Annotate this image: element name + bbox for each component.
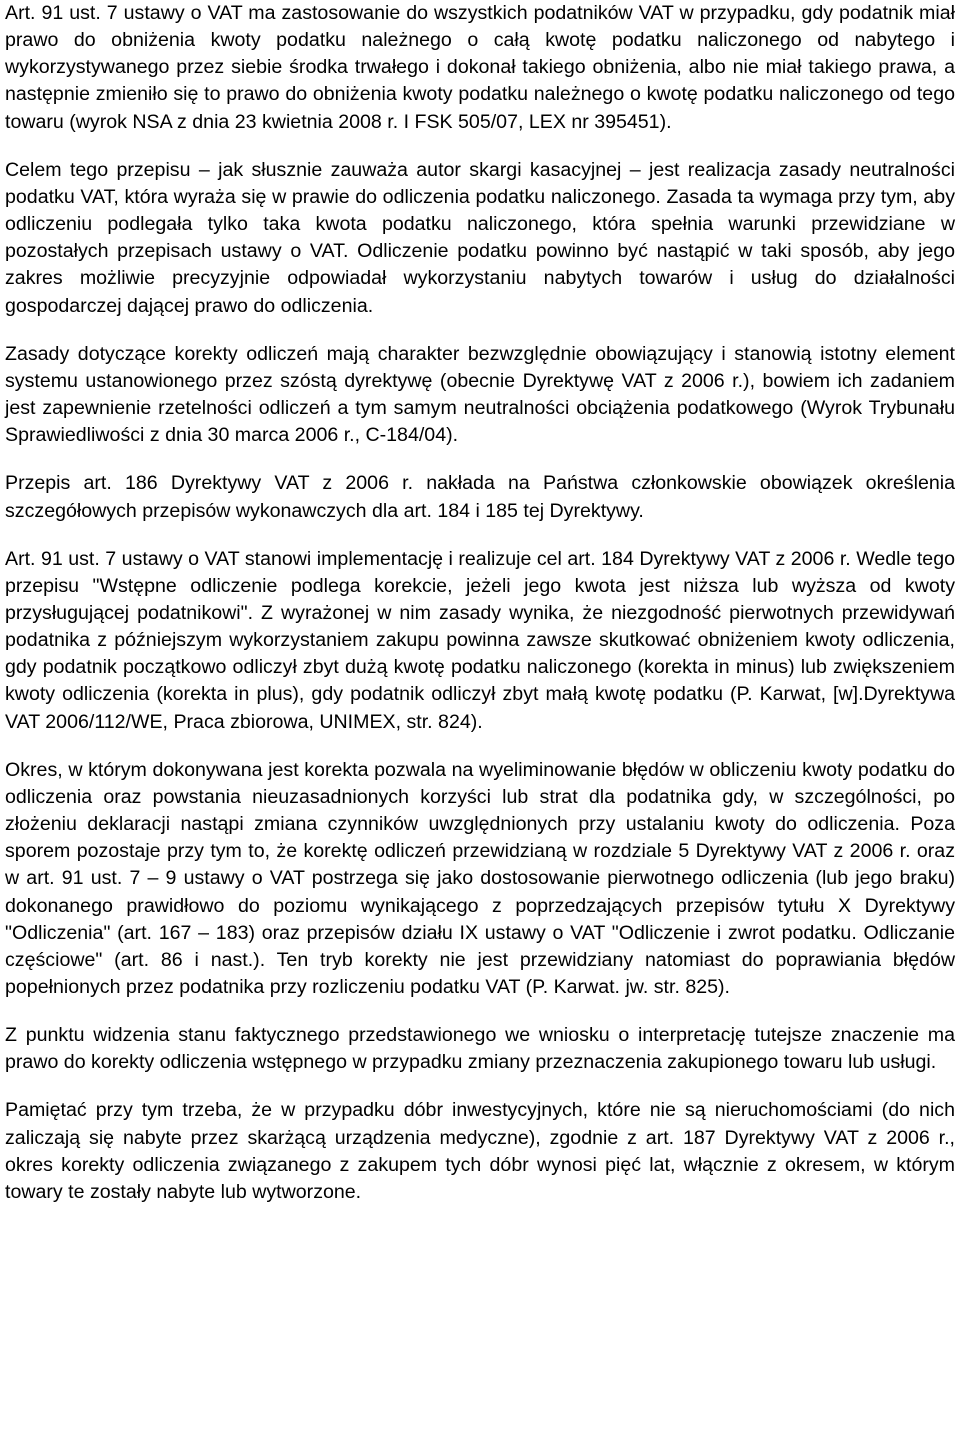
paragraph-factual-state: Z punktu widzenia stanu faktycznego przedstawionego we wniosku o interpretację tutejsze znaczenie ma prawo do korekty odliczenia wstępnego w przypadku zmiany przeznaczenia zakupionego towaru lub usługi.: [5, 1024, 955, 1074]
paragraph-investment-goods: Pamiętać przy tym trzeba, że w przypadku dóbr inwestycyjnych, które nie są nieruchomościami (do nich zaliczają się nabyte przez skarżącą urządzenia medyczne), zgodnie z art. 187 Dyrektywy VAT z 2006 r., okres korekty odliczenia związanego z zakupem tych dóbr wynosi pięć lat, włącznie z okresem, w którym towary te zostały nabyte lub wytworzone.: [5, 1099, 955, 1203]
paragraph-art-91-implementation: Art. 91 ust. 7 ustawy o VAT stanowi implementację i realizuje cel art. 184 Dyrektywy VAT z 2006 r. Wedle tego przepisu "Wstępne odliczenie podlega korekcie, jeżeli jego kwota jest niższa lub wyższa od kwoty przysługującej podatnikowi". Z wyrażonej w nim zasady wynika, że niezgodność pierwotnych przewidywań podatnika z późniejszym wykorzystaniem zakupu powinna zawsze skutkować obniżeniem kwoty odliczenia, gdy podatnik początkowo odliczył zbyt dużą kwotę podatku naliczonego (korekta in minus) lub zwiększeniem kwoty odliczenia (korekta in plus), gdy podatnik odliczył zbyt małą kwotę podatku (P. Karwat, [w].Dyrektywa VAT 2006/112/WE, Praca zbiorowa, UNIMEX, str. 824).: [5, 547, 955, 733]
paragraph-correction-rules: Zasady dotyczące korekty odliczeń mają charakter bezwzględnie obowiązujący i stanowią istotny element systemu ustanowionego przez szóstą dyrektywę (obecnie Dyrektywę VAT z 2006 r.), bowiem ich zadaniem jest zapewnienie rzetelności odliczeń a tym samym neutralności obciążenia podatkowego (Wyrok Trybunału Sprawiedliwości z dnia 30 marca 2006 r., C-184/04).: [5, 342, 955, 447]
paragraph-correction-period: Okres, w którym dokonywana jest korekta pozwala na wyeliminowanie błędów w obliczeniu kwoty podatku do odliczenia oraz powstania nieuzasadnionych korzyści lub strat dla podatnika gdy, w szczególności, po złożeniu deklaracji nastąpi zmiana czynników uwzględnionych przy ustalaniu kwoty do odliczenia. Poza sporem pozostaje przy tym to, że korektę odliczeń przewidzianą w rozdziale 5 Dyrektywy VAT z 2006 r. oraz w art. 91 ust. 7 – 9 ustawy o VAT postrzega się jako dostosowanie pierwotnego odliczenia (lub jego braku) dokonanego prawidłowo do poziomu wynikającego z poprzedzających przepisów tytułu X Dyrektywy "Odliczenia" (art. 167 – 183) oraz przepisów działu IX ustawy o VAT "Odliczenie i zwrot podatku. Odliczanie częściowe" (art. 86 i nast.). Ten tryb korekty nie jest przewidziany natomiast do poprawiania błędów popełnionych przez podatnika przy rozliczeniu podatku VAT (P. Karwat. jw. str. 825).: [5, 758, 955, 998]
paragraph-purpose-of-provision: Celem tego przepisu – jak słusznie zauważa autor skargi kasacyjnej – jest realizacja zasady neutralności podatku VAT, która wyraża się w prawie do odliczenia podatku naliczonego. Zasada ta wymaga przy tym, aby odliczeniu podlegała tylko taka kwota podatku naliczonego, która spełnia warunki przewidziane w pozostałych przepisach ustawy o VAT. Odliczenie podatku powinno być nastąpić w taki sposób, aby jego zakres możliwie precyzyjnie odpowiadał wykorzystaniu nabytych towarów i usług do działalności gospodarczej dającej prawo do odliczenia.: [5, 158, 955, 317]
document-page: [5, 0, 955, 1206]
paragraph-art-91-scope: Art. 91 ust. 7 ustawy o VAT ma zastosowanie do wszystkich podatników VAT w przypadku, gdy podatnik miał prawo do obniżenia kwoty podatku należnego o całą kwotę podatku naliczonego od nabytego i wykorzystywanego przez siebie środka trwałego i dokonał takiego obniżenia, albo nie miał takiego prawa, a następnie zmieniło się to prawo do obniżenia kwoty podatku należnego o kwotę podatku naliczonego od tego towaru (wyrok NSA z dnia 23 kwietnia 2008 r. I FSK 505/07, LEX nr 395451).: [5, 2, 955, 133]
paragraph-art-186-directive: Przepis art. 186 Dyrektywy VAT z 2006 r. nakłada na Państwa członkowskie obowiązek określenia szczegółowych przepisów wykonawczych dla art. 184 i 185 tej Dyrektywy.: [5, 472, 955, 522]
